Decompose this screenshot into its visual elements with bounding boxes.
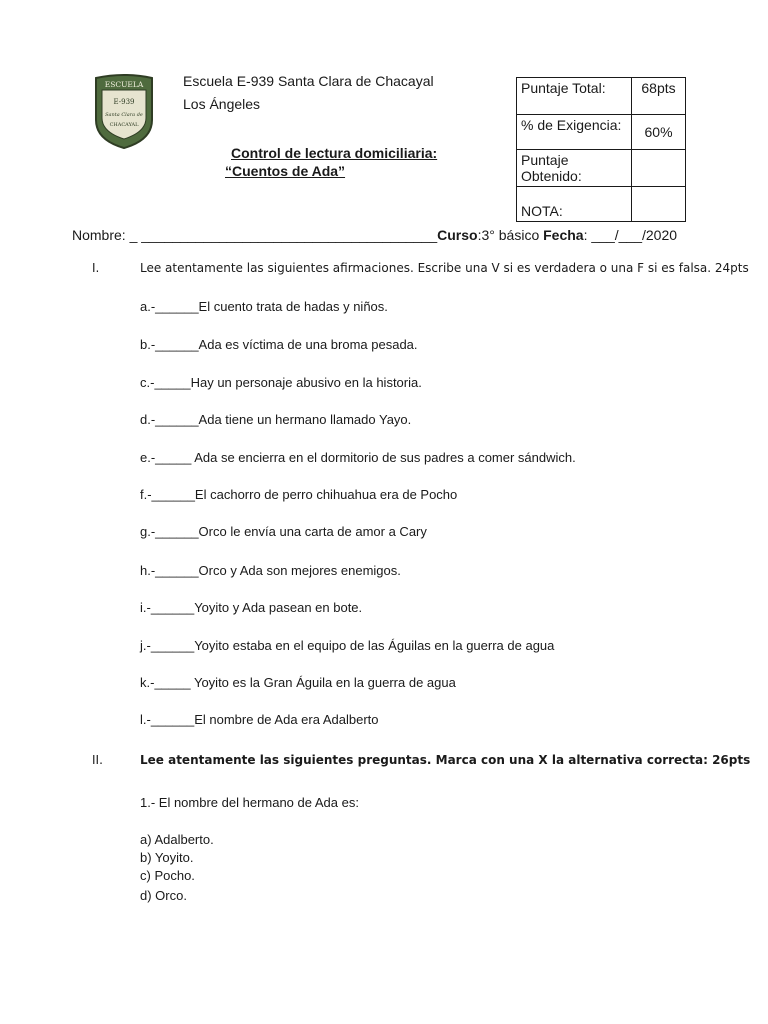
document-subtitle: “Cuentos de Ada” — [225, 163, 346, 179]
section-1-heading — [92, 261, 749, 275]
date-label: Fecha — [543, 227, 584, 243]
section-number: I. — [92, 261, 100, 275]
list-item[interactable]: h.-______Orco y Ada son mejores enemigos. — [140, 563, 401, 578]
answer-option[interactable]: b) Yoyito. — [140, 850, 194, 865]
svg-text:E-939: E-939 — [113, 98, 135, 106]
list-item[interactable]: l.-______El nombre de Ada era Adalberto — [140, 712, 379, 727]
list-item[interactable]: k.-_____ Yoyito es la Gran Águila en la guerra de agua — [140, 675, 456, 690]
list-item[interactable]: f.-______El cachorro de perro chihuahua era de Pocho — [140, 487, 458, 502]
school-city: Los Ángeles — [183, 96, 261, 112]
score-value: 60% — [632, 115, 686, 150]
list-item[interactable]: d.-______Ada tiene un hermano llamado Yayo. — [140, 412, 412, 427]
name-blank[interactable]: _ ______________________________________ — [129, 227, 438, 243]
school-name: Escuela E-939 Santa Clara de Chacayal — [183, 73, 434, 89]
score-value-field[interactable] — [632, 150, 686, 187]
section-instruction: Lee atentamente las siguientes preguntas. Marca con una X la alternativa correcta: 26pts — [140, 753, 751, 767]
section-instruction: Lee atentamente las siguientes afirmaciones. Escribe una V si es verdadera o una F si es falsa. 24pts — [140, 261, 749, 275]
answer-option[interactable]: c) Pocho. — [140, 868, 195, 883]
score-label: Puntaje Total: — [517, 78, 632, 115]
date-value[interactable]: : ___/___/2020 — [583, 227, 678, 243]
list-item[interactable]: b.-______Ada es víctima de una broma pesada. — [140, 337, 418, 352]
svg-text:Santa Clara de: Santa Clara de — [105, 112, 143, 118]
course-label: Curso — [437, 227, 478, 243]
school-crest-logo — [92, 74, 156, 150]
list-item[interactable]: a.-______El cuento trata de hadas y niños. — [140, 299, 388, 314]
student-info-line — [72, 227, 677, 243]
score-table — [516, 77, 686, 222]
svg-text:CHACAYAL: CHACAYAL — [109, 122, 139, 128]
list-item[interactable]: e.-_____ Ada se encierra en el dormitorio de sus padres a comer sándwich. — [140, 450, 576, 465]
list-item[interactable]: c.-_____Hay un personaje abusivo en la historia. — [140, 375, 422, 390]
course-value: :3° básico — [477, 227, 540, 243]
score-value: 68pts — [632, 78, 686, 115]
score-label: % de Exigencia: — [517, 115, 632, 150]
score-row-total — [517, 78, 686, 115]
answer-option[interactable]: d) Orco. — [140, 888, 187, 903]
score-row-obtenido — [517, 150, 686, 187]
list-item[interactable]: g.-______Orco le envía una carta de amor a Cary — [140, 524, 427, 539]
list-item[interactable]: j.-______Yoyito estaba en el equipo de las Águilas en la guerra de agua — [140, 638, 555, 653]
document-title: Control de lectura domiciliaria: — [231, 145, 438, 161]
score-label: Puntaje Obtenido: — [517, 150, 632, 187]
section-number: II. — [92, 753, 103, 767]
answer-option[interactable]: a) Adalberto. — [140, 832, 214, 847]
name-label: Nombre: — [72, 227, 126, 243]
score-row-nota — [517, 187, 686, 222]
question-text: 1.- El nombre del hermano de Ada es: — [140, 795, 359, 810]
section-2-heading — [92, 753, 750, 767]
list-item[interactable]: i.-______Yoyito y Ada pasean en bote. — [140, 600, 363, 615]
grade-value-field[interactable] — [632, 187, 686, 222]
score-row-exigencia — [517, 115, 686, 150]
score-label: NOTA: — [517, 187, 632, 222]
svg-text:ESCUELA: ESCUELA — [104, 80, 144, 89]
